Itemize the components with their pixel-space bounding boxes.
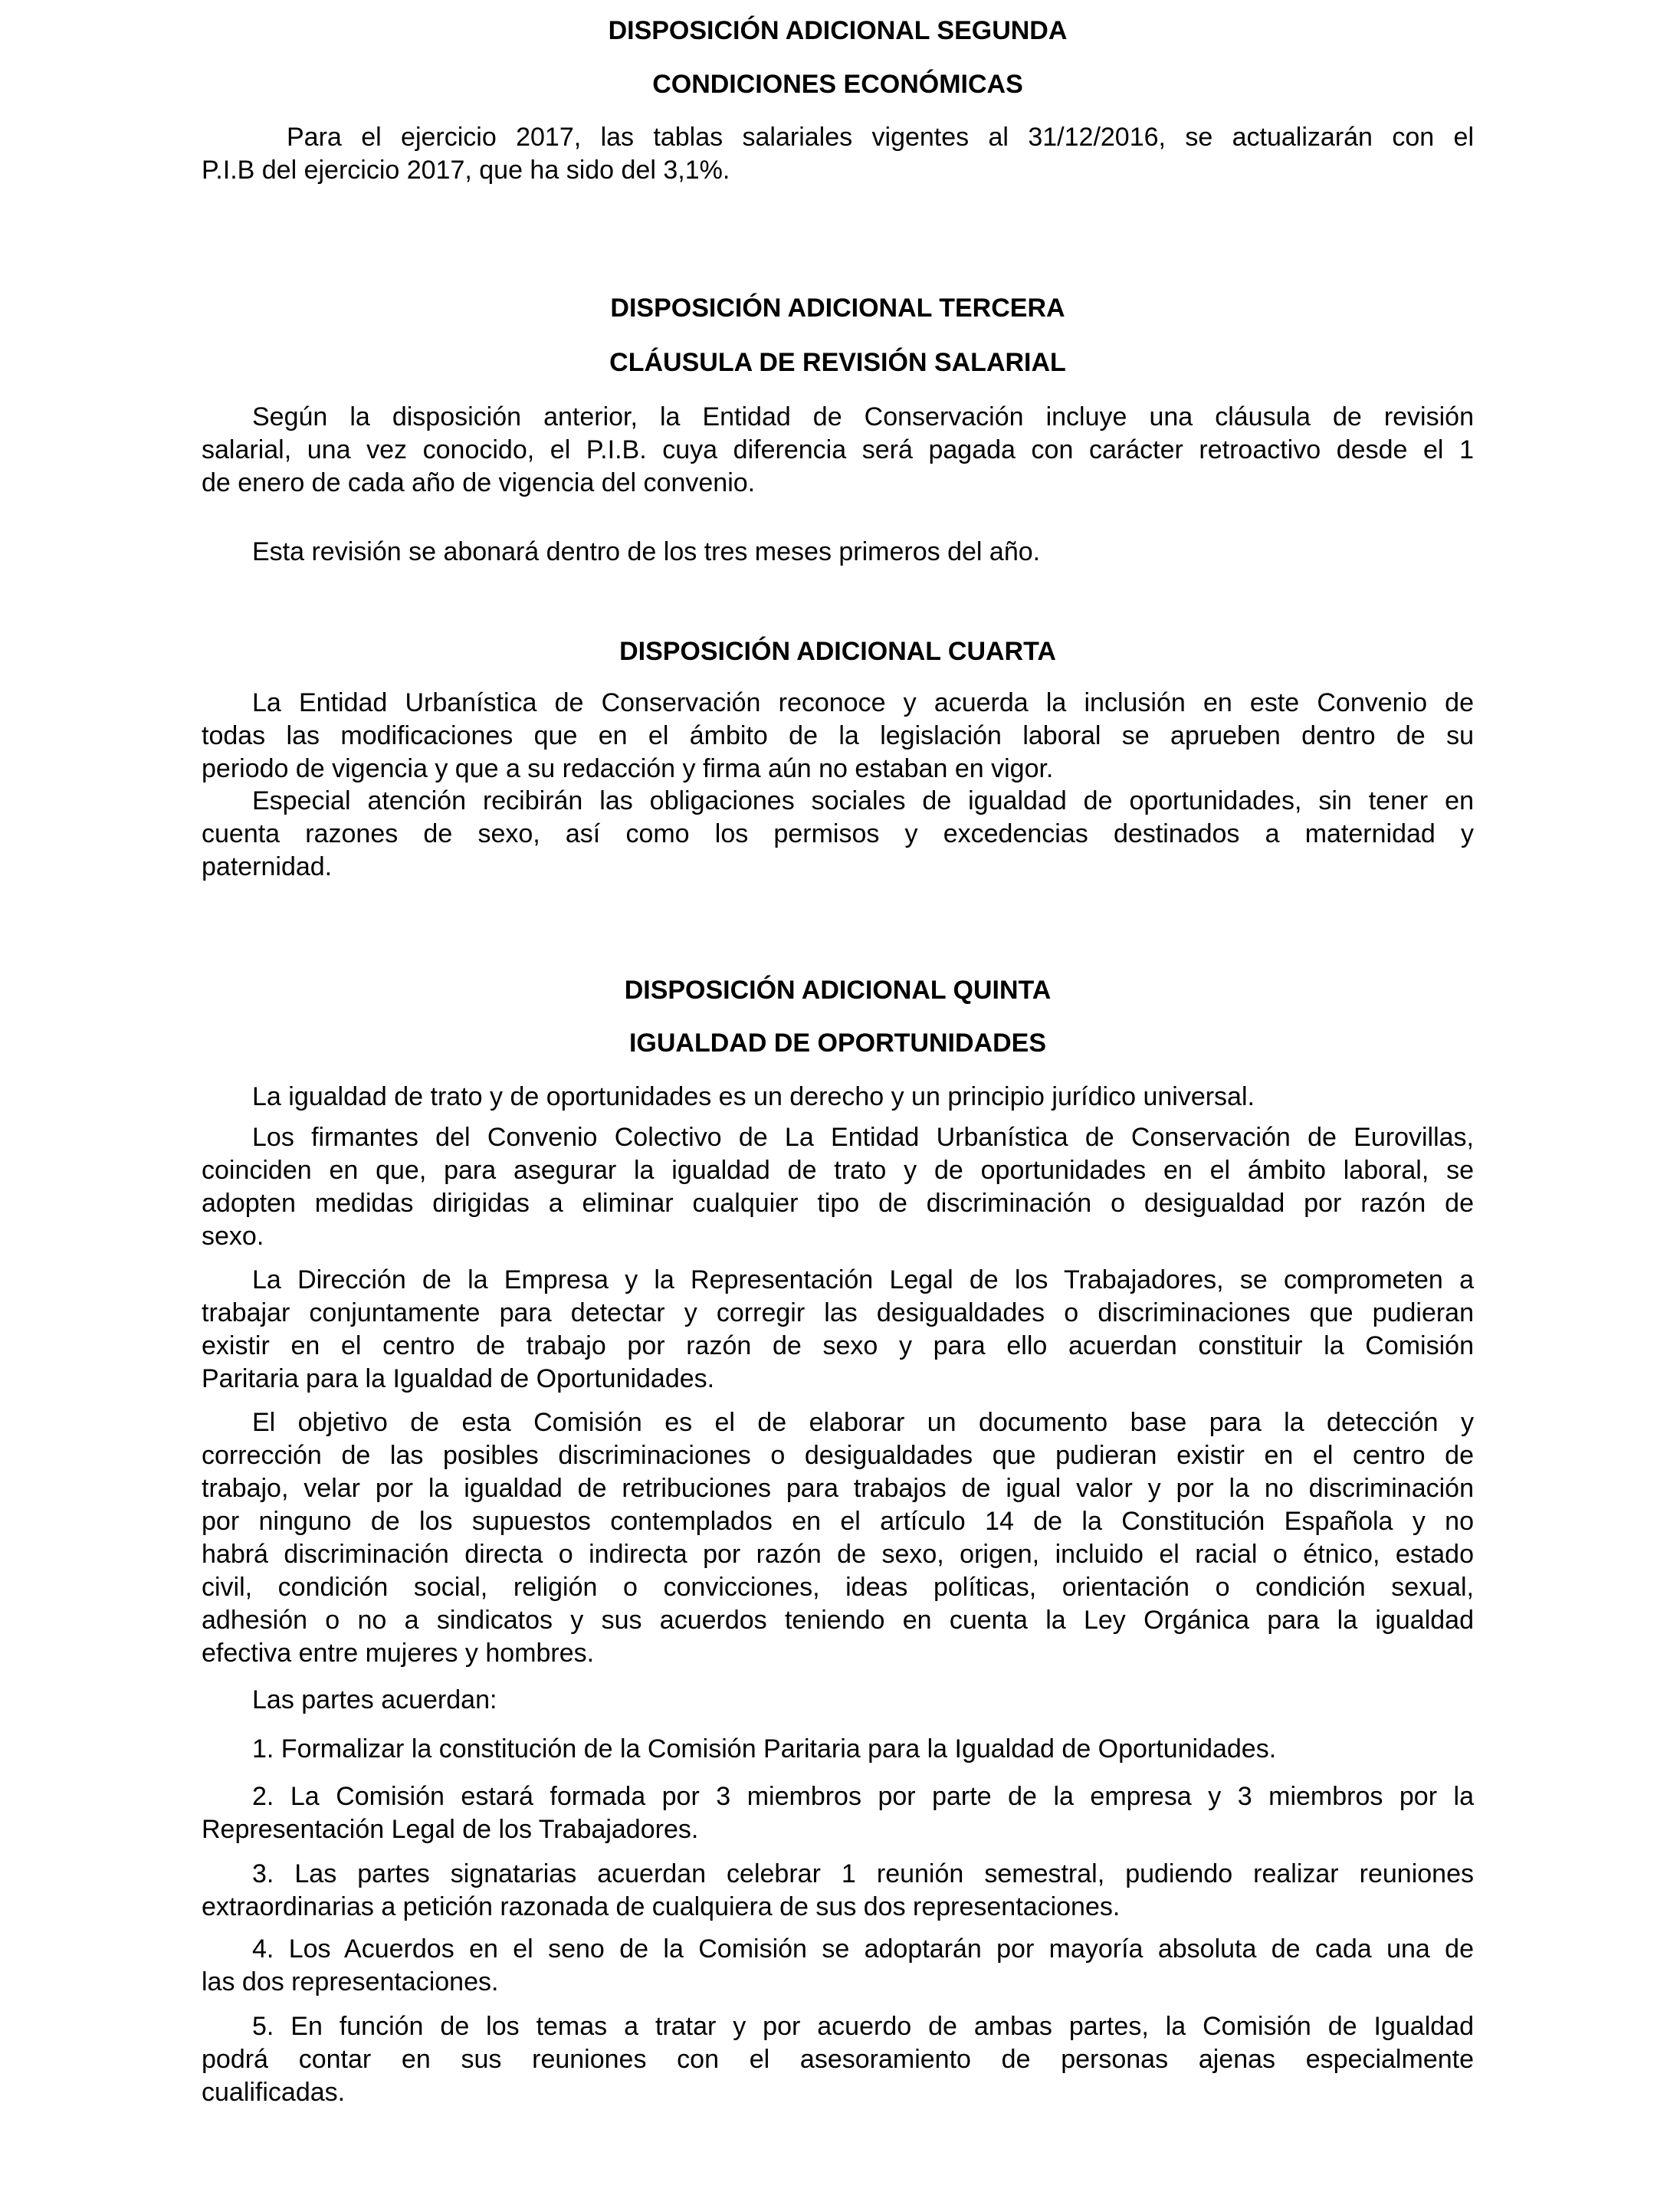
list-item <box>202 2010 1474 2109</box>
section-title: DISPOSICIÓN ADICIONAL QUINTA <box>624 976 1052 1005</box>
text-line: El objetivo de esta Comisión es el de elaborar un documento base para la detección y <box>252 1408 1474 1437</box>
section-subtitle: IGUALDAD DE OPORTUNIDADES <box>628 1029 1047 1058</box>
text-line: 5. En función de los temas a tratar y por acuerdo de ambas partes, la Comisión de Igualdad <box>252 2012 1474 2041</box>
text-line: P.I.B del ejercicio 2017, que ha sido del 3,1%. <box>202 156 730 185</box>
text-line: Para el ejercicio 2017, las tablas salariales vigentes al 31/12/2016, se actualizarán con el <box>287 123 1474 152</box>
text-line: periodo de vigencia y que a su redacción y firma aún no estaban en vigor. <box>202 754 1054 783</box>
text-line: 2. La Comisión estará formada por 3 miembros por parte de la empresa y 3 miembros por la <box>252 1782 1474 1811</box>
text-line: existir en el centro de trabajo por razón de sexo y para ello acuerdan constituir la Comisión <box>202 1331 1474 1360</box>
paragraph <box>202 785 1474 884</box>
paragraph <box>202 1121 1474 1253</box>
text-line: Las partes acuerdan: <box>252 1685 497 1714</box>
text-line: cuenta razones de sexo, así como los permisos y excedencias destinados a maternidad y <box>202 819 1474 848</box>
paragraph <box>202 1264 1474 1396</box>
list-item <box>202 1733 1474 1766</box>
text-line: 4. Los Acuerdos en el seno de la Comisión se adoptarán por mayoría absoluta de cada una de <box>252 1934 1474 1964</box>
text-line: corrección de las posibles discriminaciones o desigualdades que pudieran existir en el centro de <box>202 1441 1474 1470</box>
text-line: 1. Formalizar la constitución de la Comisión Paritaria para la Igualdad de Oportunidades. <box>252 1734 1277 1764</box>
text-line: La Entidad Urbanística de Conservación reconoce y acuerda la inclusión en este Convenio de <box>252 688 1474 717</box>
text-line: cualificadas. <box>202 2078 346 2107</box>
text-line: las dos representaciones. <box>202 1967 499 1996</box>
text-line: trabajar conjuntamente para detectar y corregir las desigualdades o discriminaciones que pudieran <box>202 1298 1474 1327</box>
text-line: Especial atención recibirán las obligaciones sociales de igualdad de oportunidades, sin tener en <box>252 786 1474 815</box>
section-title: DISPOSICIÓN ADICIONAL CUARTA <box>619 637 1056 666</box>
text-line: podrá contar en sus reuniones con el asesoramiento de personas ajenas especialmente <box>202 2045 1474 2074</box>
text-line: sexo. <box>202 1222 264 1251</box>
list-item <box>202 1933 1474 1999</box>
text-line: 3. Las partes signatarias acuerdan celebrar 1 reunión semestral, pudiendo realizar reuniones <box>252 1859 1474 1888</box>
text-line: efectiva entre mujeres y hombres. <box>202 1639 595 1668</box>
paragraph <box>202 1406 1474 1670</box>
text-line: adhesión o no a sindicatos y sus acuerdos teniendo en cuenta la Ley Orgánica para la igualdad <box>202 1606 1474 1635</box>
paragraph <box>202 1684 1474 1717</box>
paragraph <box>202 1081 1474 1114</box>
paragraph <box>202 687 1474 786</box>
paragraph <box>202 121 1474 187</box>
text-line: adopten medidas dirigidas a eliminar cualquier tipo de discriminación o desigualdad por razón de <box>202 1189 1474 1218</box>
section-subtitle: CLÁUSULA DE REVISIÓN SALARIAL <box>609 348 1066 377</box>
text-line: habrá discriminación directa o indirecta por razón de sexo, origen, incluido el racial o étnico, estado <box>202 1540 1474 1569</box>
list-item <box>202 1780 1474 1846</box>
text-line: trabajo, velar por la igualdad de retribuciones para trabajos de igual valor y por la no discriminación <box>202 1474 1474 1503</box>
text-line: La Dirección de la Empresa y la Representación Legal de los Trabajadores, se comprometen a <box>252 1265 1474 1294</box>
text-line: Representación Legal de los Trabajadores. <box>202 1815 699 1844</box>
text-line: Según la disposición anterior, la Entidad de Conservación incluye una cláusula de revisión <box>252 402 1474 431</box>
list-item <box>202 1858 1474 1924</box>
text-line: de enero de cada año de vigencia del convenio. <box>202 468 756 497</box>
section-subtitle: CONDICIONES ECONÓMICAS <box>652 70 1023 99</box>
text-line: paternidad. <box>202 852 333 881</box>
text-line: La igualdad de trato y de oportunidades es un derecho y un principio jurídico universal. <box>252 1082 1255 1111</box>
text-line: coinciden en que, para asegurar la igualdad de trato y de oportunidades en el ámbito laboral, se <box>202 1156 1474 1185</box>
text-line: por ninguno de los supuestos contemplados en el artículo 14 de la Constitución Española y no <box>202 1507 1474 1536</box>
text-line: Paritaria para la Igualdad de Oportunidades. <box>202 1364 715 1393</box>
paragraph <box>202 536 1474 569</box>
text-line: Esta revisión se abonará dentro de los tres meses primeros del año. <box>252 537 1041 566</box>
section-title: DISPOSICIÓN ADICIONAL TERCERA <box>610 294 1065 323</box>
section-title: DISPOSICIÓN ADICIONAL SEGUNDA <box>608 16 1068 45</box>
text-line: salarial, una vez conocido, el P.I.B. cuya diferencia será pagada con carácter retroactivo desde el 1 <box>202 435 1474 464</box>
text-line: todas las modificaciones que en el ámbito de la legislación laboral se aprueben dentro de su <box>202 721 1474 750</box>
text-line: civil, condición social, religión o convicciones, ideas políticas, orientación o condición sexual, <box>202 1573 1474 1602</box>
paragraph <box>202 401 1474 500</box>
text-line: extraordinarias a petición razonada de cualquiera de sus dos representaciones. <box>202 1892 1121 1921</box>
text-line: Los firmantes del Convenio Colectivo de La Entidad Urbanística de Conservación de Eurovillas, <box>252 1123 1474 1152</box>
